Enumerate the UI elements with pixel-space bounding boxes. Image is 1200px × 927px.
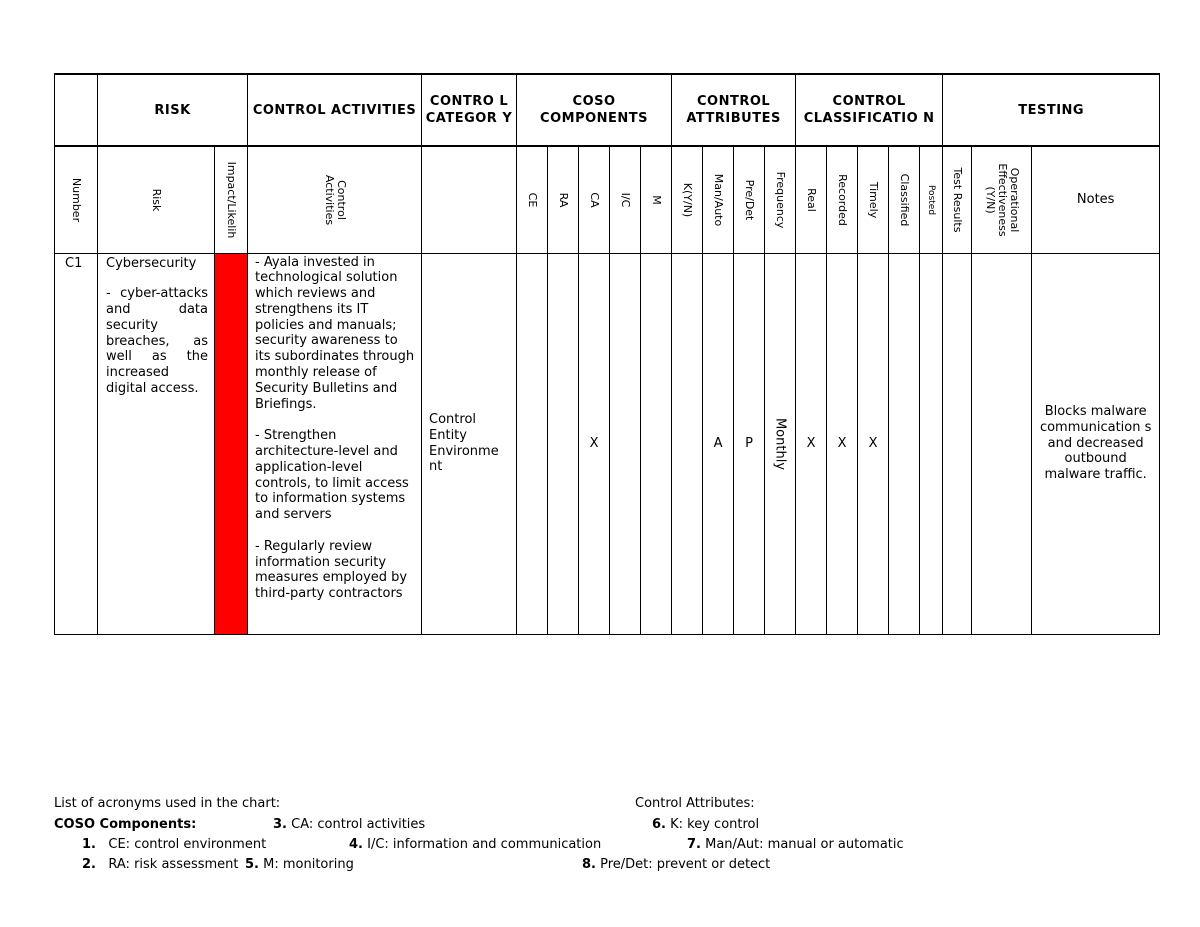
subheader-real: Real <box>796 146 827 253</box>
legend-item-8: 8. Pre/Det: prevent or detect <box>582 857 771 872</box>
subheader-timely: Timely <box>858 146 889 253</box>
header-control-activities: CONTROL ACTIVITIES <box>248 74 422 146</box>
legend-item-2: 2. RA: risk assessment <box>82 857 239 872</box>
impact-likelihood-indicator <box>215 253 248 634</box>
frequency-value: Monthly <box>765 253 796 634</box>
recorded-value: X <box>827 253 858 634</box>
acronyms-title: List of acronyms used in the chart: <box>54 796 281 811</box>
subheader-impact: Impact/Likelih <box>215 146 248 253</box>
subheader-operational-effectiveness: Operational Effectiveness (Y/N) <box>972 146 1032 253</box>
header-risk: RISK <box>98 74 248 146</box>
legend-item-3: 3. CA: control activities <box>273 817 426 832</box>
legend-item-6: 6. K: key control <box>652 817 760 832</box>
real-value: X <box>796 253 827 634</box>
header-testing: TESTING <box>943 74 1160 146</box>
subheader-category-blank <box>422 146 517 253</box>
header-blank-cell <box>55 74 98 146</box>
subheader-frequency: Frequency <box>765 146 796 253</box>
subheader-test-results: Test Results <box>943 146 972 253</box>
subheader-recorded: Recorded <box>827 146 858 253</box>
notes-value: Blocks malware communication s and decreased outbound malware traffic. <box>1032 253 1160 634</box>
row-number: C1 <box>55 253 98 634</box>
control-activity-2: - Strengthen architecture-level and application-level controls, to limit access to information systems and servers <box>255 428 409 523</box>
control-activities-text <box>248 253 422 634</box>
subheader-classified: Classified <box>889 146 920 253</box>
pre-det-value: P <box>734 253 765 634</box>
subheader-ra: RA <box>548 146 579 253</box>
classified-value <box>889 253 920 634</box>
attributes-title: Control Attributes: <box>635 796 755 811</box>
subheader-ca: CA <box>579 146 610 253</box>
ca-value: X <box>579 253 610 634</box>
subheader-posted: Posted <box>920 146 943 253</box>
header-control-category: CONTRO L CATEGOR Y <box>422 74 517 146</box>
header-control-attributes: CONTROL ATTRIBUTES <box>672 74 796 146</box>
ra-value <box>548 253 579 634</box>
timely-value: X <box>858 253 889 634</box>
subheader-ic: I/C <box>610 146 641 253</box>
subheader-ce: CE <box>517 146 548 253</box>
legend-item-5: 5. M: monitoring <box>245 857 354 872</box>
subheader-risk: Risk <box>98 146 215 253</box>
kyn-value <box>672 253 703 634</box>
test-results-value <box>943 253 972 634</box>
legend-item-1: 1. CE: control environment <box>82 837 267 852</box>
ce-value <box>517 253 548 634</box>
coso-title: COSO Components: <box>54 817 197 832</box>
subheader-m: M <box>641 146 672 253</box>
subheader-notes: Notes <box>1032 146 1160 253</box>
operational-effectiveness-value <box>972 253 1032 634</box>
risk-title: Cybersecurity <box>106 255 197 271</box>
control-activity-3: - Regularly review information security measures employed by third-party contractors <box>255 538 408 602</box>
m-value <box>641 253 672 634</box>
subheader-number: Number <box>55 146 98 253</box>
header-coso-components: COSO COMPONENTS <box>517 74 672 146</box>
risk-control-matrix <box>54 73 1160 635</box>
control-category-value: Control Entity Environme nt <box>422 253 517 634</box>
subheader-pre-det: Pre/Det <box>734 146 765 253</box>
risk-description <box>98 253 215 634</box>
legend-item-4: 4. I/C: information and communication <box>349 837 602 852</box>
risk-body: - cyber-attacks and data security breaches, as well as the increased digital access. <box>106 286 208 397</box>
subheader-kyn: K(Y/N) <box>672 146 703 253</box>
legend-item-7: 7. Man/Aut: manual or automatic <box>687 837 904 852</box>
control-activity-1: - Ayala invested in technological solution which reviews and strengthens its IT policies and manuals; security awareness to its subordinates through monthly release of Security Bulletins and Briefings. <box>255 254 415 412</box>
ic-value <box>610 253 641 634</box>
posted-value <box>920 253 943 634</box>
man-auto-value: A <box>703 253 734 634</box>
subheader-control-activities: Control Activities <box>248 146 422 253</box>
header-control-classification: CONTROL CLASSIFICATIO N <box>796 74 943 146</box>
subheader-man-auto: Man/Auto <box>703 146 734 253</box>
